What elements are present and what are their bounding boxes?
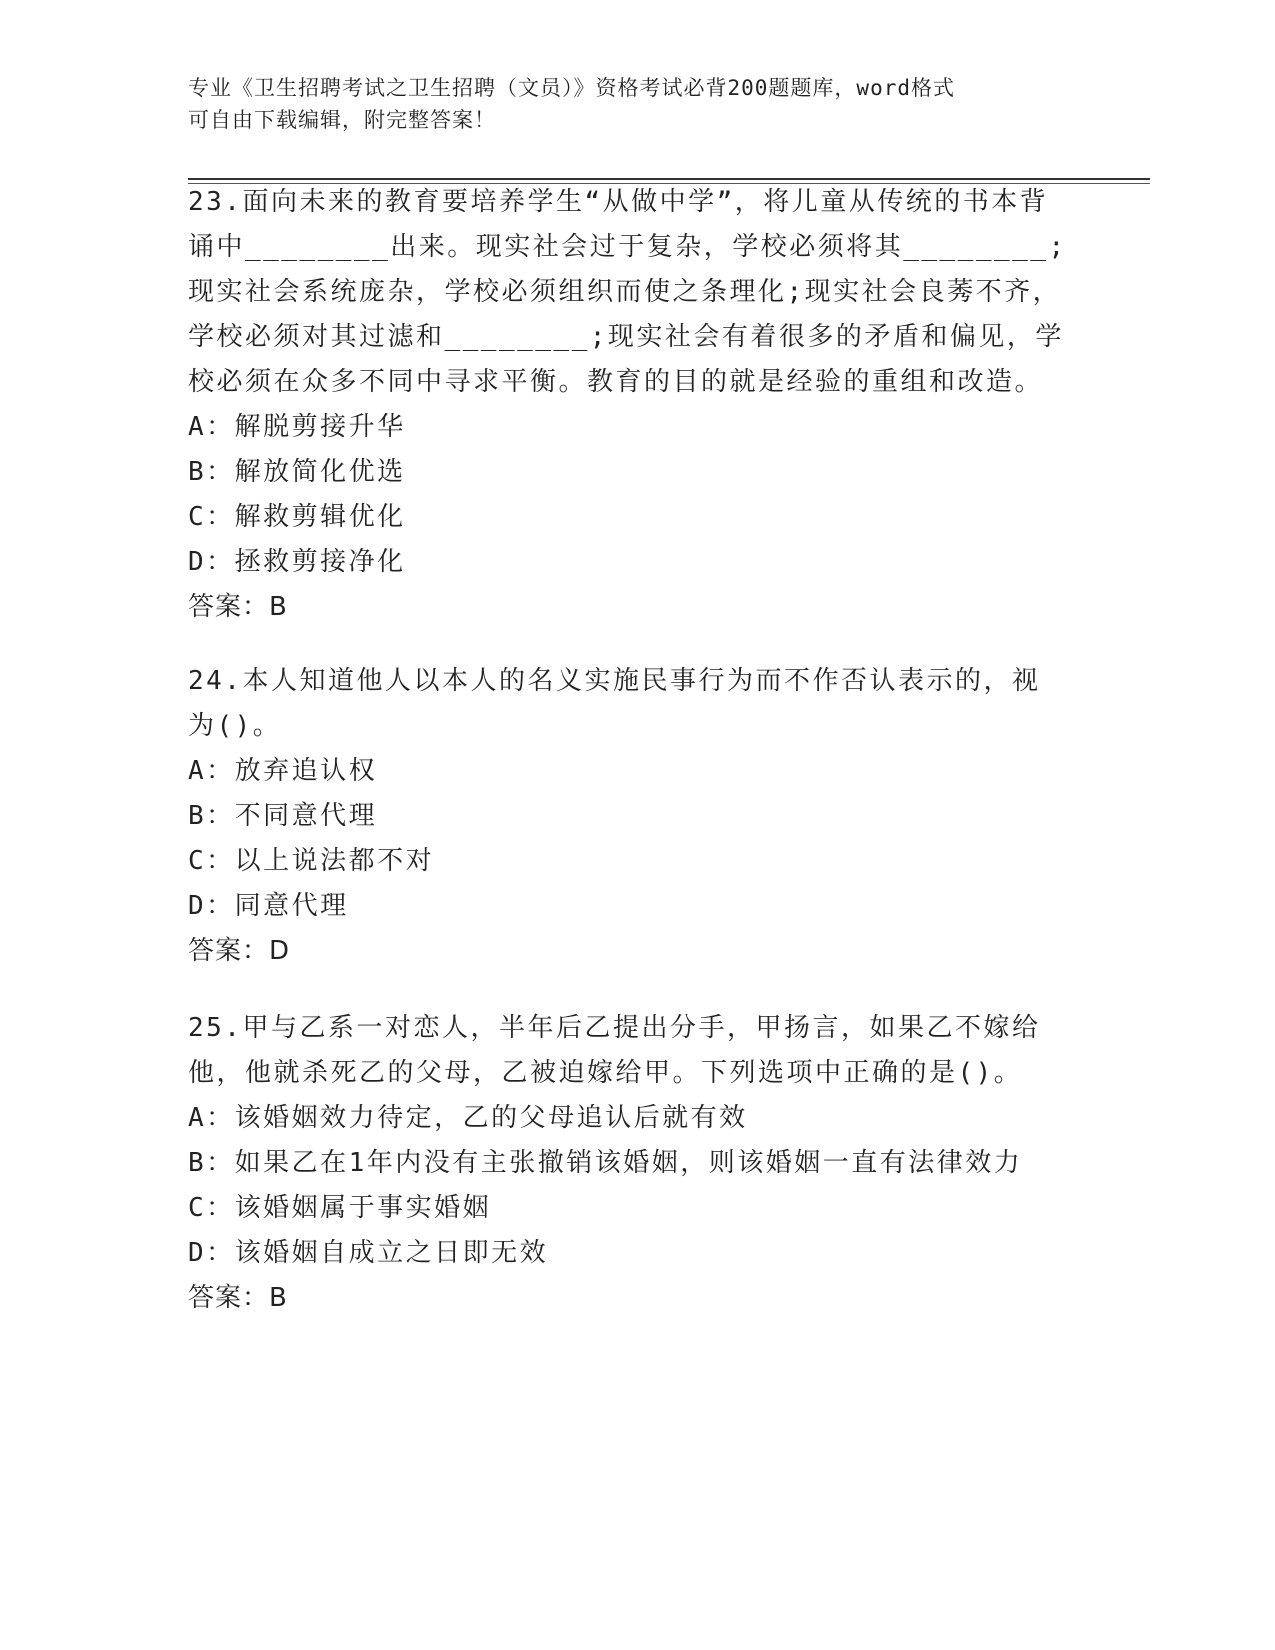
option-c: C：以上说法都不对 <box>188 846 435 876</box>
answer-line <box>188 929 1068 974</box>
header-line-1: 专业《卫生招聘考试之卫生招聘（文员）》资格考试必背200题题库，word格式 <box>188 76 955 100</box>
question-25 <box>188 1006 1068 1321</box>
option-a: A：解脱剪接升华 <box>188 412 406 442</box>
question-stem: 24.本人知道他人以本人的名义实施民事行为而不作否认表示的，视为()。 <box>188 666 1041 741</box>
page-header <box>188 72 1068 136</box>
header-line-2: 可自由下载编辑，附完整答案！ <box>188 108 496 132</box>
answer-line <box>188 1276 1068 1321</box>
answer-line <box>188 585 1068 630</box>
option-d: D：该婚姻自成立之日即无效 <box>188 1238 549 1268</box>
answer-label: 答案： <box>188 592 270 622</box>
question-stem: 23.面向未来的教育要培养学生“从做中学”，将儿童从传统的书本背诵中________出来。现实社会过于复杂，学校必须将其________;现实社会系统庞杂，学校必须组织而使之条理化;现实社会良莠不齐，学校必须对其过滤和________;现实社会有着很多的矛盾和偏见，学校必须在众多不同中寻求平衡。教育的目的就是经验的重组和改造。 <box>188 187 1067 397</box>
answer-label: 答案： <box>188 1283 270 1313</box>
option-a: A：放弃追认权 <box>188 756 378 786</box>
answer-value: B <box>269 592 288 622</box>
question-24 <box>188 659 1068 974</box>
option-b: B：如果乙在1年内没有主张撤销该婚姻，则该婚姻一直有法律效力 <box>188 1148 1023 1178</box>
answer-value: B <box>269 1283 288 1313</box>
option-b: B：不同意代理 <box>188 801 378 831</box>
option-d: D：同意代理 <box>188 891 349 921</box>
answer-label: 答案： <box>188 936 270 966</box>
option-c: C：解救剪辑优化 <box>188 502 406 532</box>
question-23 <box>188 180 1068 630</box>
question-stem: 25.甲与乙系一对恋人，半年后乙提出分手，甲扬言，如果乙不嫁给他，他就杀死乙的父母，乙被迫嫁给甲。下列选项中正确的是()。 <box>188 1013 1041 1088</box>
option-c: C：该婚姻属于事实婚姻 <box>188 1193 492 1223</box>
option-a: A：该婚姻效力待定，乙的父母追认后就有效 <box>188 1103 748 1133</box>
option-b: B：解放简化优选 <box>188 457 406 487</box>
answer-value: D <box>269 936 291 966</box>
option-d: D：拯救剪接净化 <box>188 547 406 577</box>
